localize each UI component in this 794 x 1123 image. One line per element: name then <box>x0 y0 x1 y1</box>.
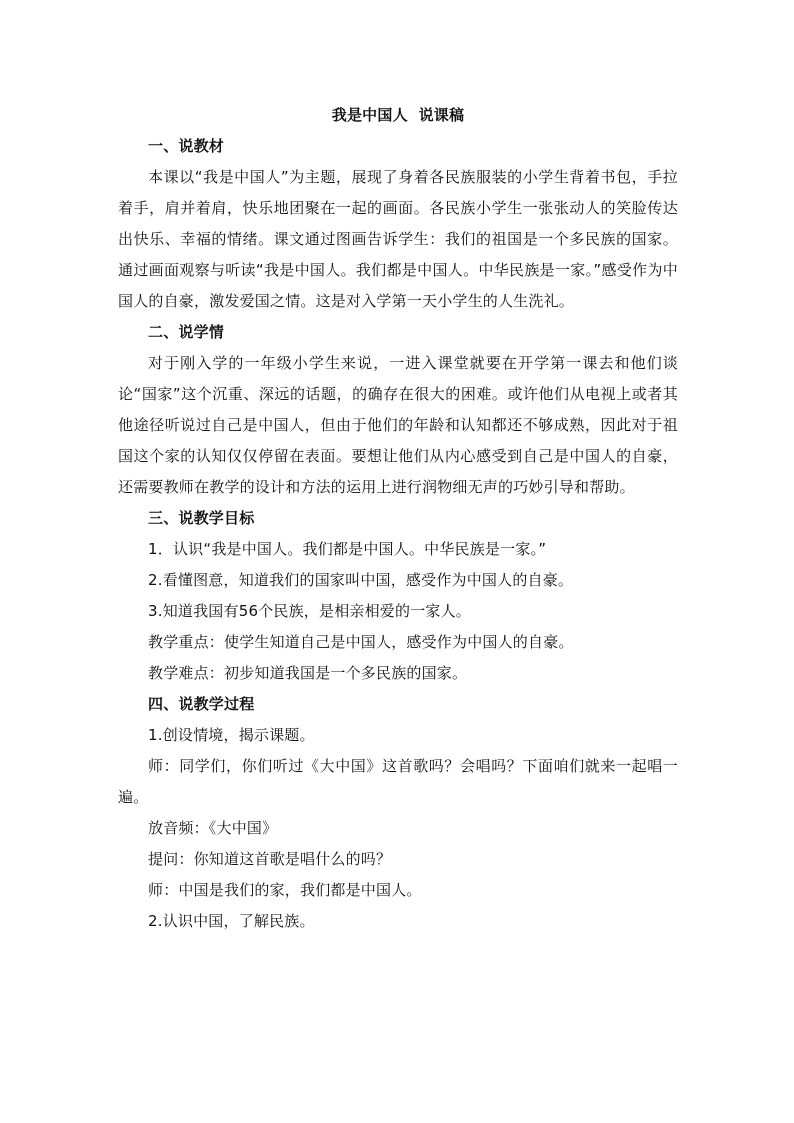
document-title: 我是中国人 说课稿 <box>331 106 465 124</box>
objective-item: 1．认识“我是中国人。我们都是中国人。中华民族是一家。” <box>148 540 547 558</box>
process-item: 放音频：《大中国》 <box>148 819 278 837</box>
process-item: 1.创设情境，揭示课题。 <box>148 726 315 744</box>
process-item: 2.认识中国，了解民族。 <box>148 912 315 930</box>
objective-item: 3.知道我国有56个民族，是相亲相爱的一家人。 <box>148 602 472 620</box>
process-item: 师：同学们，你们听过《大中国》这首歌吗？会唱吗？下面咱们就来一起唱一遍。 <box>118 757 678 806</box>
difficulty-item: 教学难点：初步知道我国是一个多民族的国家。 <box>148 664 468 682</box>
document-body <box>118 100 678 937</box>
key-point-item: 教学重点：使学生知道自己是中国人，感受作为中国人的自豪。 <box>148 633 574 651</box>
section-heading-process: 四、说教学过程 <box>148 695 255 713</box>
objective-item: 2.看懂图意，知道我们的国家叫中国，感受作为中国人的自豪。 <box>148 571 574 589</box>
process-item: 师：中国是我们的家，我们都是中国人。 <box>148 881 422 899</box>
section-heading-objectives: 三、说教学目标 <box>148 509 255 527</box>
paragraph-learners: 对于刚入学的一年级小学生来说，一进入课堂就要在开学第一课去和他们谈论“国家”这个沉重、深远的话题，的确存在很大的困难。或许他们从电视上或者其他途径听说过自己是中国人，但由于他们的年龄和认知都还不够成熟，因此对于祖国这个家的认知仅仅停留在表面。要想让他们从内心感受到自己是中国人的自豪，还需要教师在教学的设计和方法的运用上进行润物细无声的巧妙引导和帮助。 <box>118 354 678 496</box>
process-item: 提问：你知道这首歌是唱什么的吗？ <box>148 850 392 868</box>
section-heading-learners: 二、说学情 <box>148 323 225 341</box>
section-heading-textbook: 一、说教材 <box>148 137 225 155</box>
paragraph-textbook: 本课以“我是中国人”为主题，展现了身着各民族服装的小学生背着书包，手拉着手，肩并着肩，快乐地团聚在一起的画面。各民族小学生一张张动人的笑脸传达出快乐、幸福的情绪。课文通过图画告诉学生：我们的祖国是一个多民族的国家。通过画面观察与听读“我是中国人。我们都是中国人。中华民族是一家。”感受作为中国人的自豪，激发爱国之情。这是对入学第一天小学生的人生洗礼。 <box>118 168 678 310</box>
